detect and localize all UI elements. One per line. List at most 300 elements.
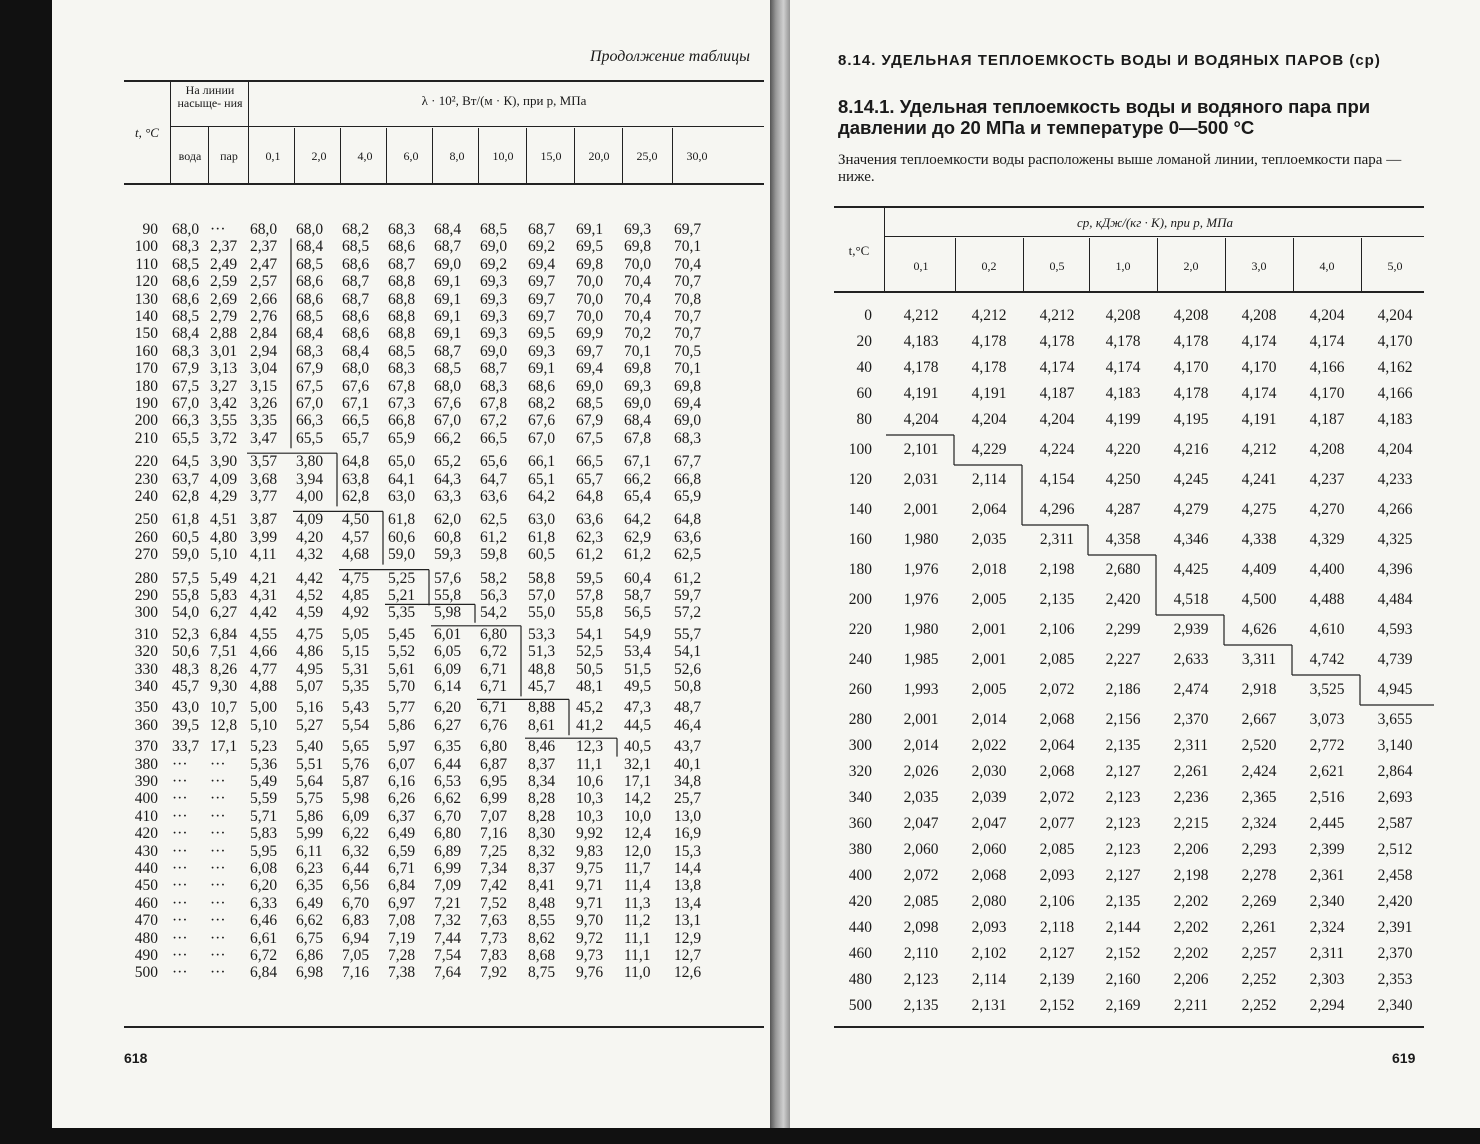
value-cell: 9,71	[576, 877, 604, 895]
value-cell: 2,252	[1241, 971, 1277, 988]
value-cell: 69,7	[528, 308, 556, 325]
value-cell: 4,178	[1105, 333, 1141, 350]
value-cell: 2,198	[1173, 867, 1209, 884]
value-cell: 6,72	[480, 643, 508, 661]
value-cell: 7,92	[480, 964, 508, 982]
value-cell: 4,170	[1309, 385, 1345, 402]
temperature-cell: 150	[134, 325, 158, 343]
value-cell: 2,474	[1173, 681, 1209, 698]
value-cell: 4,52	[296, 587, 324, 604]
value-cell: 64,2	[528, 488, 556, 505]
value-cell: 2,587	[1377, 815, 1413, 832]
value-cell: 2,031	[903, 471, 939, 488]
value-cell: 4,204	[1377, 441, 1413, 458]
value-cell: 2,072	[1039, 789, 1075, 806]
value-cell: 6,89	[434, 842, 462, 860]
value-cell: 2,633	[1173, 651, 1209, 668]
value-cell: 4,245	[1173, 471, 1209, 488]
value-cell: 4,275	[1241, 501, 1277, 518]
value-cell: 2,106	[1039, 893, 1075, 910]
value-cell: 2,227	[1105, 651, 1141, 668]
value-cell: 5,25	[388, 569, 416, 587]
header-pressure: 2,0	[1183, 259, 1199, 273]
value-cell: 2,84	[250, 325, 278, 343]
value-cell: 69,0	[434, 255, 462, 273]
value-cell: 9,73	[576, 947, 604, 964]
value-cell: 6,71	[480, 699, 508, 717]
value-cell: 61,2	[576, 546, 604, 564]
value-cell: 3,13	[210, 360, 238, 378]
value-cell: 4,329	[1309, 531, 1345, 548]
value-cell: 2,37	[210, 238, 238, 256]
value-cell: 68,8	[388, 290, 416, 308]
value-cell: 13,0	[674, 807, 702, 825]
value-cell: 5,43	[342, 699, 370, 717]
value-cell: 40,5	[624, 738, 652, 756]
temperature-cell: 180	[134, 377, 158, 395]
value-cell: 2,445	[1309, 815, 1345, 832]
value-cell: 4,95	[296, 660, 324, 678]
value-cell: 4,154	[1039, 471, 1075, 488]
value-cell: 2,49	[210, 255, 238, 273]
value-cell: 69,1	[434, 308, 462, 325]
value-cell: 6,62	[434, 790, 462, 808]
value-cell: 64,3	[434, 470, 462, 488]
value-cell: 2,206	[1173, 971, 1209, 988]
value-cell: 69,3	[480, 273, 508, 291]
value-cell: 6,84	[210, 625, 238, 643]
value-cell: 3,47	[250, 429, 278, 447]
value-cell: 4,204	[971, 411, 1007, 428]
value-cell: 64,5	[172, 453, 200, 471]
header-pressure: 1,0	[1115, 259, 1131, 273]
value-cell: 4,174	[1309, 333, 1345, 350]
value-cell: 62,8	[342, 488, 370, 505]
value-cell: 10,3	[576, 790, 604, 808]
value-cell: 3,80	[296, 453, 324, 471]
value-cell: 68,0	[296, 221, 324, 238]
temperature-cell: 130	[134, 290, 158, 308]
value-cell: 65,9	[388, 429, 416, 447]
value-cell: 3,01	[210, 342, 238, 360]
value-cell: 6,16	[388, 773, 416, 790]
value-cell: 4,75	[296, 625, 324, 643]
value-cell: 55,8	[434, 587, 462, 604]
value-cell: 67,8	[388, 377, 416, 395]
value-cell: 3,57	[250, 453, 278, 471]
value-cell: 7,08	[388, 912, 416, 930]
value-cell: 5,16	[296, 699, 324, 717]
value-cell: 70,7	[674, 308, 702, 325]
header-steam: пар	[220, 149, 238, 163]
value-cell: 68,5	[296, 308, 324, 325]
value-cell: 2,420	[1377, 893, 1413, 910]
value-cell: 6,08	[250, 860, 278, 877]
value-cell: 4,199	[1105, 411, 1141, 428]
value-cell: 3,140	[1377, 737, 1413, 754]
temperature-cell: 300	[134, 604, 158, 622]
value-cell: 43,0	[172, 699, 200, 717]
value-cell: 67,9	[296, 360, 324, 378]
value-cell: 6,71	[480, 678, 508, 695]
value-cell: 6,94	[342, 929, 370, 947]
value-cell: 7,42	[480, 877, 508, 895]
temperature-cell: 220	[848, 621, 872, 638]
value-cell: 4,220	[1105, 441, 1141, 458]
value-cell: 2,135	[1039, 591, 1075, 608]
value-cell: 69,3	[480, 290, 508, 308]
value-cell: 11,0	[624, 964, 651, 982]
value-cell: 5,95	[250, 842, 278, 860]
value-cell: 2,035	[903, 789, 939, 806]
value-cell: 67,0	[296, 395, 324, 412]
value-cell: 4,191	[1241, 411, 1277, 428]
value-cell: 58,8	[528, 569, 556, 587]
value-cell: 49,5	[624, 678, 652, 695]
value-cell: 8,55	[528, 912, 556, 930]
value-cell: 2,236	[1173, 789, 1209, 806]
value-cell: 60,5	[528, 546, 556, 564]
value-cell: 5,35	[342, 678, 370, 695]
value-cell: 4,31	[250, 587, 278, 604]
value-cell: 41,2	[576, 716, 604, 734]
value-cell: 6,87	[480, 755, 508, 773]
value-cell: 6,76	[480, 716, 508, 734]
value-cell: 2,198	[1039, 561, 1075, 578]
value-cell: 13,4	[674, 894, 702, 912]
value-cell: 6,84	[250, 964, 278, 982]
value-cell: 6,80	[434, 825, 462, 843]
value-cell: 45,2	[576, 699, 604, 717]
value-cell: 64,8	[674, 511, 702, 529]
header-lambda: λ · 10², Вт/(м · К), при p, МПа	[421, 93, 587, 108]
value-cell: ···	[210, 825, 226, 843]
temperature-cell: 20	[856, 333, 872, 350]
value-cell: 4,287	[1105, 501, 1141, 518]
value-cell: 67,7	[674, 453, 702, 471]
value-cell: 60,5	[172, 528, 200, 546]
value-cell: 6,71	[480, 660, 508, 678]
value-cell: 6,20	[434, 699, 462, 717]
value-cell: 34,8	[674, 773, 702, 790]
value-cell: 8,37	[528, 755, 556, 773]
temperature-cell: 260	[848, 681, 872, 698]
value-cell: 4,626	[1241, 621, 1277, 638]
temperature-cell: 160	[134, 342, 158, 360]
value-cell: 2,293	[1241, 841, 1277, 858]
value-cell: 6,37	[388, 807, 416, 825]
value-cell: 4,216	[1173, 441, 1209, 458]
value-cell: 33,7	[172, 738, 200, 756]
value-cell: 8,28	[528, 790, 556, 808]
value-cell: 65,0	[388, 453, 416, 471]
value-cell: 68,3	[480, 377, 508, 395]
value-cell: 2,215	[1173, 815, 1209, 832]
value-cell: 45,7	[172, 678, 200, 695]
value-cell: 8,61	[528, 716, 556, 734]
value-cell: 2,520	[1241, 737, 1277, 754]
value-cell: 57,0	[528, 587, 556, 604]
value-cell: ···	[172, 790, 188, 808]
value-cell: 5,99	[296, 825, 324, 843]
value-cell: 2,080	[971, 893, 1007, 910]
value-cell: 2,093	[1039, 867, 1075, 884]
value-cell: 2,077	[1039, 815, 1075, 832]
value-cell: 2,370	[1377, 945, 1413, 962]
value-cell: 7,16	[480, 825, 508, 843]
value-cell: 68,3	[296, 342, 324, 360]
value-cell: 2,864	[1377, 763, 1413, 780]
value-cell: 61,2	[674, 569, 702, 587]
value-cell: 2,680	[1105, 561, 1141, 578]
value-cell: 4,174	[1241, 385, 1277, 402]
value-cell: ···	[210, 860, 226, 877]
value-cell: 5,36	[250, 755, 278, 773]
value-cell: 2,135	[903, 997, 939, 1014]
value-cell: 67,1	[342, 395, 370, 412]
value-cell: 4,29	[210, 488, 238, 505]
value-cell: 70,0	[576, 308, 604, 325]
value-cell: 7,38	[388, 964, 416, 982]
value-cell: 10,3	[576, 807, 604, 825]
value-cell: 4,42	[250, 604, 278, 622]
value-cell: 67,8	[480, 395, 508, 412]
value-cell: ···	[172, 929, 188, 947]
value-cell: 50,5	[576, 660, 604, 678]
value-cell: ···	[172, 877, 188, 895]
header-pressure: 0,1	[913, 259, 929, 273]
value-cell: 67,3	[388, 395, 416, 412]
value-cell: 70,8	[674, 290, 702, 308]
value-cell: 4,191	[971, 385, 1007, 402]
value-cell: 8,34	[528, 773, 556, 790]
value-cell: ···	[210, 773, 226, 790]
value-cell: 52,5	[576, 643, 604, 661]
value-cell: 2,516	[1309, 789, 1345, 806]
header-t: t,°C	[848, 243, 870, 258]
value-cell: 69,3	[480, 325, 508, 343]
value-cell: ···	[172, 860, 188, 877]
value-cell: 4,77	[250, 660, 278, 678]
value-cell: 6,35	[296, 877, 324, 895]
value-cell: 63,6	[576, 511, 604, 529]
value-cell: 65,7	[342, 429, 370, 447]
value-cell: 68,3	[172, 342, 200, 360]
value-cell: 4,270	[1309, 501, 1345, 518]
value-cell: 2,512	[1377, 841, 1413, 858]
value-cell: 59,5	[576, 569, 604, 587]
value-cell: 69,5	[576, 238, 604, 256]
value-cell: 53,4	[624, 643, 652, 661]
value-cell: 68,5	[172, 255, 200, 273]
value-cell: 68,3	[388, 221, 416, 238]
value-cell: 4,86	[296, 643, 324, 661]
temperature-cell: 330	[134, 660, 158, 678]
temperature-cell: 450	[134, 877, 158, 895]
value-cell: 7,83	[480, 947, 508, 964]
value-cell: 5,77	[388, 699, 416, 717]
value-cell: 5,54	[342, 716, 370, 734]
value-cell: 5,86	[296, 807, 324, 825]
value-cell: 2,072	[903, 867, 939, 884]
value-cell: 64,1	[388, 470, 416, 488]
value-cell: 69,0	[480, 342, 508, 360]
value-cell: 67,0	[172, 395, 200, 412]
value-cell: 1,985	[903, 651, 939, 668]
value-cell: 2,152	[1039, 997, 1075, 1014]
value-cell: 5,70	[388, 678, 416, 695]
value-cell: 39,5	[172, 716, 200, 734]
value-cell: 11,2	[624, 912, 651, 930]
value-cell: 5,00	[250, 699, 278, 717]
value-cell: 69,3	[624, 377, 652, 395]
section-heading: 8.14. УДЕЛЬНАЯ ТЕПЛОЕМКОСТЬ ВОДЫ И ВОДЯНЫХ ПАРОВ (cp)	[838, 52, 1381, 69]
value-cell: 69,3	[624, 221, 652, 238]
value-cell: 4,178	[1173, 385, 1209, 402]
value-cell: 7,73	[480, 929, 508, 947]
value-cell: 4,174	[1039, 359, 1075, 376]
value-cell: 6,75	[296, 929, 324, 947]
value-cell: 6,70	[342, 894, 370, 912]
value-cell: 2,324	[1241, 815, 1277, 832]
value-cell: 70,0	[624, 255, 652, 273]
value-cell: 68,7	[342, 290, 370, 308]
value-cell: 25,7	[674, 790, 702, 808]
value-cell: 4,92	[342, 604, 370, 622]
value-cell: 8,46	[528, 738, 556, 756]
value-cell: 2,030	[971, 763, 1007, 780]
value-cell: 2,311	[1309, 945, 1345, 962]
value-cell: 62,8	[172, 488, 200, 505]
value-cell: 5,10	[210, 546, 238, 564]
value-cell: 69,7	[528, 290, 556, 308]
value-cell: 69,4	[576, 360, 604, 378]
temperature-cell: 380	[848, 841, 872, 858]
value-cell: 70,5	[674, 342, 702, 360]
value-cell: 4,178	[971, 359, 1007, 376]
value-cell: 7,52	[480, 894, 508, 912]
value-cell: 3,073	[1309, 711, 1345, 728]
value-cell: 57,8	[576, 587, 604, 604]
value-cell: 6,49	[388, 825, 416, 843]
value-cell: 68,7	[434, 342, 462, 360]
value-cell: 2,324	[1309, 919, 1345, 936]
header-pressure: 30,0	[686, 149, 708, 163]
value-cell: 65,1	[528, 470, 556, 488]
value-cell: 2,144	[1105, 919, 1141, 936]
value-cell: 45,7	[528, 678, 556, 695]
value-cell: 69,3	[528, 342, 556, 360]
value-cell: 60,6	[388, 528, 416, 546]
value-cell: ···	[210, 894, 226, 912]
value-cell: 12,7	[674, 947, 702, 964]
value-cell: 2,072	[1039, 681, 1075, 698]
value-cell: 2,098	[903, 919, 939, 936]
value-cell: 68,3	[172, 238, 200, 256]
value-cell: 8,88	[528, 699, 556, 717]
value-cell: 11,1	[576, 755, 603, 773]
value-cell: 4,396	[1377, 561, 1413, 578]
header-pressure: 25,0	[636, 149, 658, 163]
value-cell: 17,1	[624, 773, 652, 790]
temperature-cell: 430	[134, 842, 158, 860]
value-cell: 15,3	[674, 842, 702, 860]
value-cell: 2,278	[1241, 867, 1277, 884]
value-cell: 5,15	[342, 643, 370, 661]
header-pressure: 2,0	[311, 149, 327, 163]
value-cell: 6,46	[250, 912, 278, 930]
value-cell: 4,212	[903, 307, 939, 324]
value-cell: 2,202	[1173, 945, 1209, 962]
value-cell: 4,518	[1173, 591, 1209, 608]
value-cell: 8,68	[528, 947, 556, 964]
value-cell: 2,202	[1173, 893, 1209, 910]
value-cell: 67,0	[434, 412, 462, 430]
value-cell: 7,44	[434, 929, 462, 947]
value-cell: 69,1	[528, 360, 556, 378]
value-cell: 46,4	[674, 716, 702, 734]
value-cell: 65,5	[172, 429, 200, 447]
value-cell: 2,918	[1241, 681, 1277, 698]
value-cell: 4,204	[1377, 307, 1413, 324]
temperature-cell: 200	[134, 412, 158, 430]
value-cell: ···	[172, 964, 188, 982]
value-cell: 5,35	[388, 604, 416, 622]
value-cell: 6,27	[210, 604, 238, 622]
value-cell: 2,299	[1105, 621, 1141, 638]
value-cell: 7,28	[388, 947, 416, 964]
value-cell: 2,66	[250, 290, 278, 308]
temperature-cell: 480	[848, 971, 872, 988]
value-cell: 2,123	[903, 971, 939, 988]
value-cell: 68,2	[528, 395, 556, 412]
temperature-cell: 290	[134, 587, 158, 604]
value-cell: 55,8	[172, 587, 200, 604]
value-cell: 65,2	[434, 453, 462, 471]
value-cell: 3,35	[250, 412, 278, 430]
value-cell: 59,8	[480, 546, 508, 564]
temperature-cell: 390	[134, 773, 158, 790]
value-cell: 5,71	[250, 807, 278, 825]
temperature-cell: 420	[134, 825, 158, 843]
temperature-cell: 140	[134, 308, 158, 325]
value-cell: 11,4	[624, 877, 651, 895]
table-bottom-rule	[124, 1026, 764, 1028]
value-cell: 2,261	[1173, 763, 1209, 780]
value-cell: 6,32	[342, 842, 370, 860]
header-pressure: 0,5	[1049, 259, 1065, 273]
page-number: 618	[124, 1050, 148, 1066]
value-cell: 68,5	[342, 238, 370, 256]
value-cell: 59,0	[388, 546, 416, 564]
value-cell: 70,0	[576, 273, 604, 291]
value-cell: 6,33	[250, 894, 278, 912]
value-cell: 9,75	[576, 860, 604, 877]
value-cell: 68,5	[172, 308, 200, 325]
value-cell: 4,57	[342, 528, 370, 546]
value-cell: 65,6	[480, 453, 508, 471]
temperature-cell: 300	[848, 737, 872, 754]
value-cell: 56,5	[624, 604, 652, 622]
value-cell: 14,2	[624, 790, 652, 808]
value-cell: 68,4	[296, 238, 324, 256]
value-cell: ···	[210, 964, 226, 982]
value-cell: 68,2	[342, 221, 370, 238]
value-cell: 3,27	[210, 377, 238, 395]
value-cell: 5,86	[388, 716, 416, 734]
header-pressure: 3,0	[1251, 259, 1267, 273]
value-cell: 61,2	[624, 546, 652, 564]
